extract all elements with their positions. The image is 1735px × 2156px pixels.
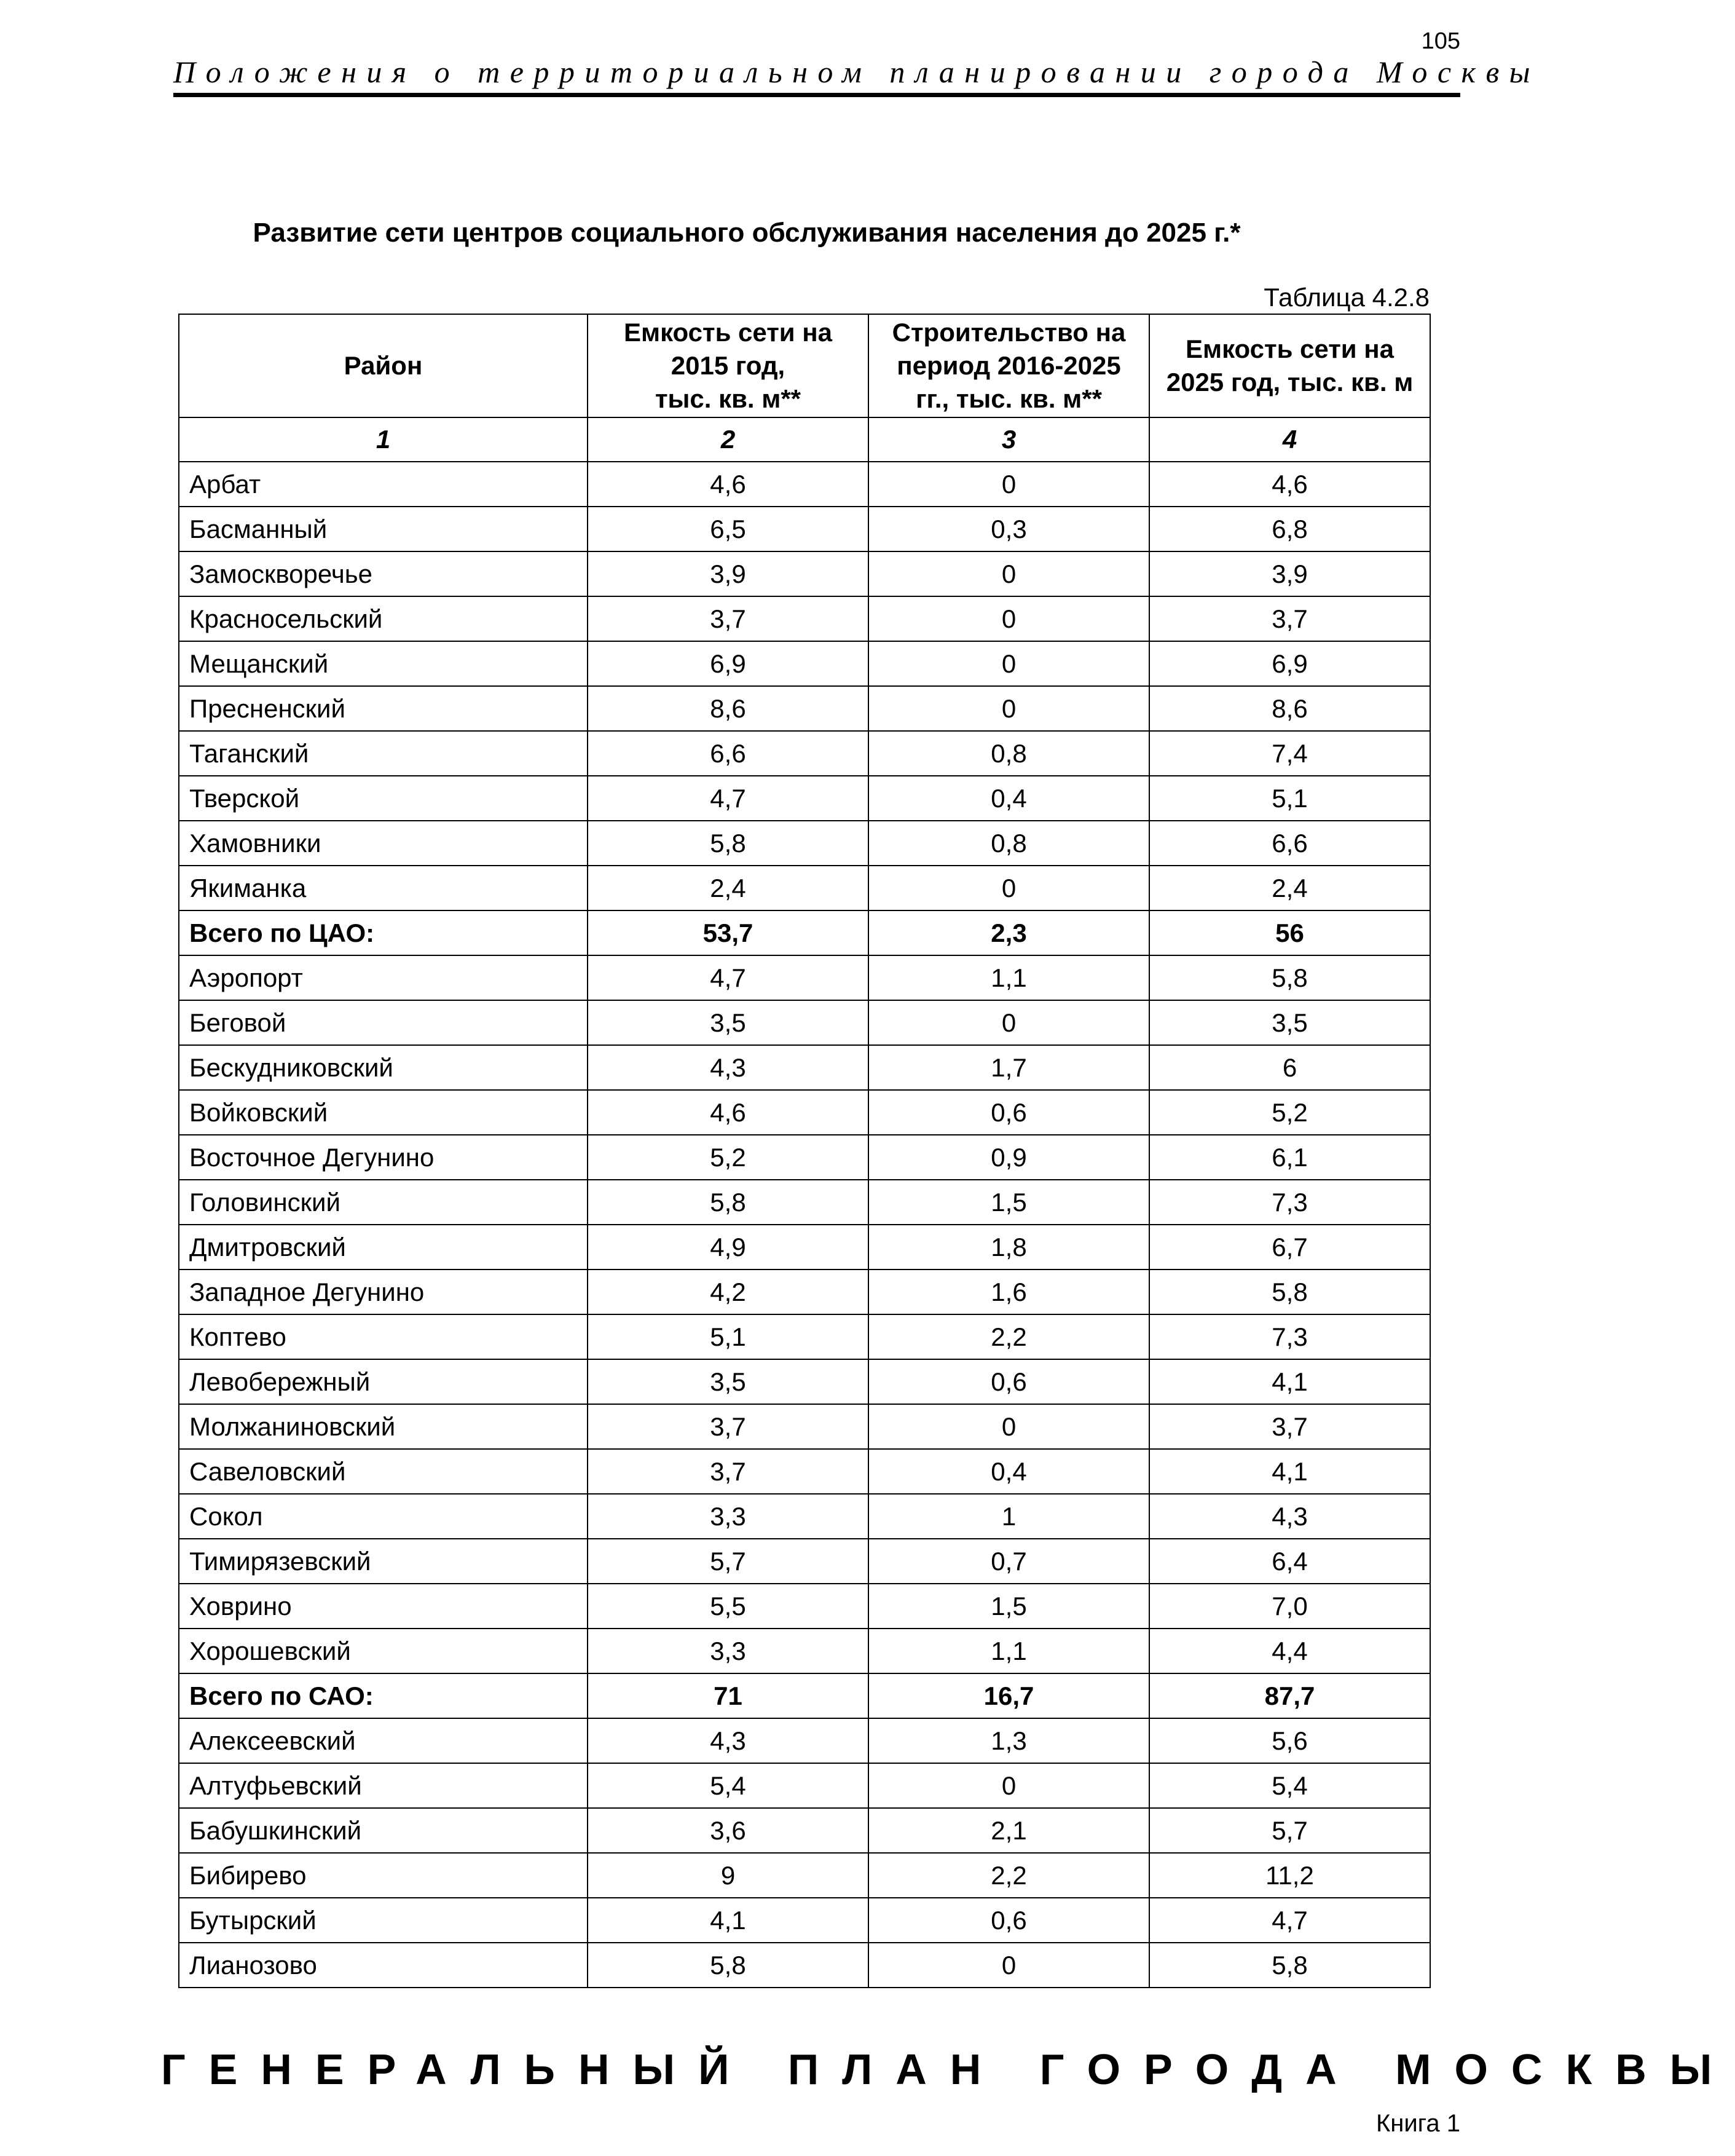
capacity-2025-cell: 4,1 <box>1149 1449 1430 1494</box>
capacity-2015-cell: 53,7 <box>588 910 868 955</box>
district-name-cell: Алтуфьевский <box>179 1763 588 1808</box>
construction-cell: 2,2 <box>868 1314 1149 1359</box>
construction-cell: 0 <box>868 641 1149 686</box>
table-number: Таблица 4.2.8 <box>1264 283 1430 312</box>
construction-cell: 0,9 <box>868 1135 1149 1180</box>
district-name-cell: Ховрино <box>179 1584 588 1629</box>
district-name-cell: Замоскворечье <box>179 551 588 596</box>
district-name-cell: Лианозово <box>179 1943 588 1988</box>
table-row <box>179 1000 1430 1045</box>
construction-cell: 1,5 <box>868 1584 1149 1629</box>
capacity-2025-cell: 5,6 <box>1149 1718 1430 1763</box>
table-row <box>179 731 1430 776</box>
table-row <box>179 1045 1430 1090</box>
district-name-cell: Басманный <box>179 507 588 551</box>
total-row <box>179 910 1430 955</box>
capacity-2015-cell: 9 <box>588 1853 868 1898</box>
header-line: Емкость сети на <box>623 318 832 347</box>
capacity-2015-cell: 4,9 <box>588 1225 868 1270</box>
capacity-2025-cell: 87,7 <box>1149 1673 1430 1718</box>
capacity-2015-cell: 4,6 <box>588 1090 868 1135</box>
table-row <box>179 1539 1430 1584</box>
table-row <box>179 507 1430 551</box>
capacity-2015-cell: 4,2 <box>588 1270 868 1314</box>
construction-cell: 0,6 <box>868 1898 1149 1943</box>
construction-cell: 2,3 <box>868 910 1149 955</box>
capacity-2015-cell: 6,5 <box>588 507 868 551</box>
capacity-2025-cell: 3,5 <box>1149 1000 1430 1045</box>
header-line: 2025 год, тыс. кв. м <box>1166 368 1414 397</box>
district-name-cell: Дмитровский <box>179 1225 588 1270</box>
capacity-2025-cell: 6,7 <box>1149 1225 1430 1270</box>
capacity-2015-cell: 3,5 <box>588 1000 868 1045</box>
column-index: 4 <box>1149 417 1430 462</box>
district-name-cell: Бескудниковский <box>179 1045 588 1090</box>
construction-cell: 1 <box>868 1494 1149 1539</box>
table-row <box>179 1898 1430 1943</box>
column-index: 3 <box>868 417 1149 462</box>
construction-cell: 1,1 <box>868 1629 1149 1673</box>
construction-cell: 16,7 <box>868 1673 1149 1718</box>
data-table <box>178 314 1431 1988</box>
column-header-construction <box>868 314 1149 417</box>
capacity-2015-cell: 6,9 <box>588 641 868 686</box>
table-row <box>179 1135 1430 1180</box>
table-row <box>179 1359 1430 1404</box>
capacity-2015-cell: 5,1 <box>588 1314 868 1359</box>
table-row <box>179 1494 1430 1539</box>
district-name-cell: Бутырский <box>179 1898 588 1943</box>
construction-cell: 0,3 <box>868 507 1149 551</box>
capacity-2025-cell: 4,4 <box>1149 1629 1430 1673</box>
capacity-2015-cell: 5,2 <box>588 1135 868 1180</box>
page-number: 105 <box>1421 28 1460 54</box>
capacity-2015-cell: 3,5 <box>588 1359 868 1404</box>
construction-cell: 0,4 <box>868 776 1149 821</box>
column-header-capacity-2015 <box>588 314 868 417</box>
district-name-cell: Алексеевский <box>179 1718 588 1763</box>
district-name-cell: Бибирево <box>179 1853 588 1898</box>
construction-cell: 0,6 <box>868 1090 1149 1135</box>
capacity-2025-cell: 3,7 <box>1149 596 1430 641</box>
header-line: Строительство на <box>892 318 1126 347</box>
header-line: Район <box>344 351 423 380</box>
construction-cell: 1,5 <box>868 1180 1149 1225</box>
capacity-2025-cell: 2,4 <box>1149 866 1430 910</box>
capacity-2015-cell: 5,5 <box>588 1584 868 1629</box>
table-row <box>179 1763 1430 1808</box>
table-row <box>179 1629 1430 1673</box>
column-header-capacity-2025 <box>1149 314 1430 417</box>
capacity-2015-cell: 3,7 <box>588 1449 868 1494</box>
capacity-2015-cell: 8,6 <box>588 686 868 731</box>
construction-cell: 1,6 <box>868 1270 1149 1314</box>
district-name-cell: Коптево <box>179 1314 588 1359</box>
capacity-2025-cell: 5,2 <box>1149 1090 1430 1135</box>
footer-title: ГЕНЕРАЛЬНЫЙ ПЛАН ГОРОДА МОСКВЫ <box>161 2045 1735 2093</box>
construction-cell: 1,1 <box>868 955 1149 1000</box>
table-row <box>179 1584 1430 1629</box>
capacity-2025-cell: 7,4 <box>1149 731 1430 776</box>
capacity-2015-cell: 3,7 <box>588 596 868 641</box>
capacity-2025-cell: 7,0 <box>1149 1584 1430 1629</box>
table-row <box>179 1090 1430 1135</box>
district-name-cell: Сокол <box>179 1494 588 1539</box>
capacity-2015-cell: 6,6 <box>588 731 868 776</box>
capacity-2025-cell: 7,3 <box>1149 1180 1430 1225</box>
footer-book: Книга 1 <box>1375 2110 1460 2137</box>
table-row <box>179 1404 1430 1449</box>
construction-cell: 2,1 <box>868 1808 1149 1853</box>
header-line: 2015 год, <box>671 351 785 380</box>
capacity-2015-cell: 5,8 <box>588 1180 868 1225</box>
district-name-cell: Таганский <box>179 731 588 776</box>
capacity-2015-cell: 4,1 <box>588 1898 868 1943</box>
total-row <box>179 1673 1430 1718</box>
capacity-2025-cell: 6 <box>1149 1045 1430 1090</box>
header-row <box>179 314 1430 417</box>
capacity-2025-cell: 6,8 <box>1149 507 1430 551</box>
capacity-2025-cell: 3,7 <box>1149 1404 1430 1449</box>
capacity-2025-cell: 5,1 <box>1149 776 1430 821</box>
header-line: Емкость сети на <box>1185 334 1394 363</box>
table-row <box>179 551 1430 596</box>
capacity-2025-cell: 11,2 <box>1149 1853 1430 1898</box>
district-name-cell: Савеловский <box>179 1449 588 1494</box>
table-body <box>179 417 1430 1988</box>
construction-cell: 0 <box>868 866 1149 910</box>
construction-cell: 0,7 <box>868 1539 1149 1584</box>
construction-cell: 0 <box>868 551 1149 596</box>
district-name-cell: Якиманка <box>179 866 588 910</box>
capacity-2015-cell: 71 <box>588 1673 868 1718</box>
construction-cell: 1,7 <box>868 1045 1149 1090</box>
capacity-2025-cell: 5,8 <box>1149 1270 1430 1314</box>
capacity-2015-cell: 5,8 <box>588 1943 868 1988</box>
construction-cell: 0,4 <box>868 1449 1149 1494</box>
header-line: период 2016-2025 <box>897 351 1121 380</box>
header-rule <box>173 93 1460 97</box>
capacity-2025-cell: 4,6 <box>1149 462 1430 507</box>
construction-cell: 1,3 <box>868 1718 1149 1763</box>
district-name-cell: Войковский <box>179 1090 588 1135</box>
table-row <box>179 1808 1430 1853</box>
construction-cell: 0 <box>868 1943 1149 1988</box>
column-index-row <box>179 417 1430 462</box>
table-row <box>179 821 1430 866</box>
district-name-cell: Бабушкинский <box>179 1808 588 1853</box>
capacity-2015-cell: 5,7 <box>588 1539 868 1584</box>
capacity-2015-cell: 2,4 <box>588 866 868 910</box>
table-row <box>179 1943 1430 1988</box>
district-name-cell: Пресненский <box>179 686 588 731</box>
table-row <box>179 1270 1430 1314</box>
table-row <box>179 1314 1430 1359</box>
district-name-cell: Аэропорт <box>179 955 588 1000</box>
district-name-cell: Мещанский <box>179 641 588 686</box>
district-name-cell: Тверской <box>179 776 588 821</box>
district-name-cell: Всего по САО: <box>179 1673 588 1718</box>
capacity-2025-cell: 56 <box>1149 910 1430 955</box>
district-name-cell: Головинский <box>179 1180 588 1225</box>
construction-cell: 0 <box>868 462 1149 507</box>
district-name-cell: Тимирязевский <box>179 1539 588 1584</box>
district-name-cell: Хорошевский <box>179 1629 588 1673</box>
construction-cell: 0 <box>868 1000 1149 1045</box>
table-row <box>179 1449 1430 1494</box>
column-index: 2 <box>588 417 868 462</box>
construction-cell: 1,8 <box>868 1225 1149 1270</box>
table-row <box>179 866 1430 910</box>
construction-cell: 0,6 <box>868 1359 1149 1404</box>
capacity-2015-cell: 3,6 <box>588 1808 868 1853</box>
table-row <box>179 462 1430 507</box>
running-header: Положения о территориальном планировании города Москвы <box>173 55 1541 89</box>
capacity-2015-cell: 5,8 <box>588 821 868 866</box>
capacity-2025-cell: 6,1 <box>1149 1135 1430 1180</box>
district-name-cell: Беговой <box>179 1000 588 1045</box>
capacity-2015-cell: 4,6 <box>588 462 868 507</box>
table-row <box>179 641 1430 686</box>
construction-cell: 0,8 <box>868 821 1149 866</box>
capacity-2025-cell: 5,8 <box>1149 1943 1430 1988</box>
capacity-2015-cell: 4,3 <box>588 1045 868 1090</box>
capacity-2025-cell: 6,9 <box>1149 641 1430 686</box>
capacity-2015-cell: 4,7 <box>588 776 868 821</box>
capacity-2025-cell: 8,6 <box>1149 686 1430 731</box>
district-name-cell: Арбат <box>179 462 588 507</box>
table-row <box>179 596 1430 641</box>
table-row <box>179 1718 1430 1763</box>
table-row <box>179 955 1430 1000</box>
column-index: 1 <box>179 417 588 462</box>
capacity-2025-cell: 6,4 <box>1149 1539 1430 1584</box>
capacity-2025-cell: 7,3 <box>1149 1314 1430 1359</box>
capacity-2025-cell: 4,3 <box>1149 1494 1430 1539</box>
capacity-2025-cell: 3,9 <box>1149 551 1430 596</box>
header-line: тыс. кв. м** <box>655 384 801 413</box>
capacity-2015-cell: 3,3 <box>588 1629 868 1673</box>
district-name-cell: Восточное Дегунино <box>179 1135 588 1180</box>
capacity-2015-cell: 4,3 <box>588 1718 868 1763</box>
district-name-cell: Красносельский <box>179 596 588 641</box>
capacity-2015-cell: 5,4 <box>588 1763 868 1808</box>
capacity-2025-cell: 4,7 <box>1149 1898 1430 1943</box>
capacity-2015-cell: 3,7 <box>588 1404 868 1449</box>
capacity-2025-cell: 6,6 <box>1149 821 1430 866</box>
table-row <box>179 776 1430 821</box>
capacity-2025-cell: 4,1 <box>1149 1359 1430 1404</box>
table-row <box>179 1180 1430 1225</box>
district-name-cell: Молжаниновский <box>179 1404 588 1449</box>
construction-cell: 0 <box>868 686 1149 731</box>
capacity-2015-cell: 3,9 <box>588 551 868 596</box>
construction-cell: 0 <box>868 1404 1149 1449</box>
table-row <box>179 1853 1430 1898</box>
district-name-cell: Западное Дегунино <box>179 1270 588 1314</box>
header-line: гг., тыс. кв. м** <box>916 384 1102 413</box>
capacity-2025-cell: 5,7 <box>1149 1808 1430 1853</box>
district-name-cell: Хамовники <box>179 821 588 866</box>
capacity-2015-cell: 3,3 <box>588 1494 868 1539</box>
capacity-2025-cell: 5,8 <box>1149 955 1430 1000</box>
capacity-2015-cell: 4,7 <box>588 955 868 1000</box>
construction-cell: 0 <box>868 596 1149 641</box>
table-row <box>179 686 1430 731</box>
district-name-cell: Левобережный <box>179 1359 588 1404</box>
table-row <box>179 1225 1430 1270</box>
capacity-2025-cell: 5,4 <box>1149 1763 1430 1808</box>
table-title: Развитие сети центров социального обслуживания населения до 2025 г.* <box>253 218 1241 248</box>
construction-cell: 2,2 <box>868 1853 1149 1898</box>
district-name-cell: Всего по ЦАО: <box>179 910 588 955</box>
construction-cell: 0,8 <box>868 731 1149 776</box>
construction-cell: 0 <box>868 1763 1149 1808</box>
column-header-district <box>179 314 588 417</box>
